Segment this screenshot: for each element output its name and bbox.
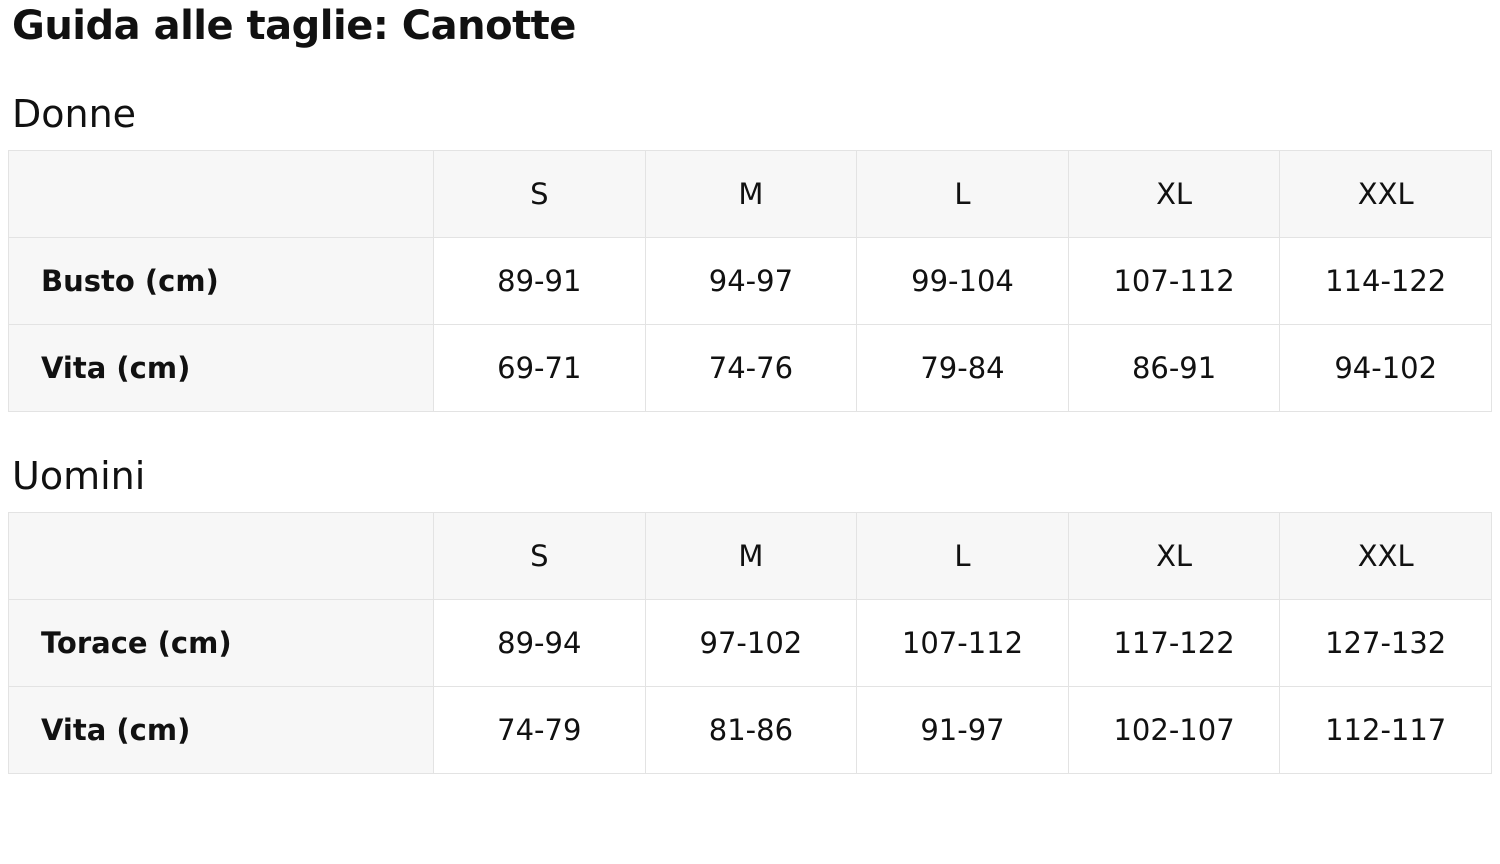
cell-torace-l: 107-112 [857,599,1069,686]
cell-vita-men-m: 81-86 [645,686,857,773]
cell-vita-men-xl: 102-107 [1068,686,1280,773]
column-header-m: M [645,512,857,599]
table-corner-cell [9,150,434,237]
cell-vita-men-xxl: 112-117 [1280,686,1492,773]
size-table-men-body [9,599,1492,773]
size-guide-page [0,2,1500,774]
cell-vita-women-s: 69-71 [434,324,646,411]
cell-torace-m: 97-102 [645,599,857,686]
cell-torace-s: 89-94 [434,599,646,686]
table-row [9,237,1492,324]
cell-torace-xxl: 127-132 [1280,599,1492,686]
section-heading-men: Uomini [12,453,146,498]
column-header-l: L [857,150,1069,237]
table-row [9,324,1492,411]
column-header-xl: XL [1068,150,1280,237]
row-label-busto: Busto (cm) [9,237,434,324]
size-table-men-header [9,512,1492,599]
cell-busto-l: 99-104 [857,237,1069,324]
size-table-women-header [9,150,1492,237]
cell-vita-men-s: 74-79 [434,686,646,773]
column-header-l: L [857,512,1069,599]
cell-vita-women-xl: 86-91 [1068,324,1280,411]
cell-torace-xl: 117-122 [1068,599,1280,686]
cell-vita-women-l: 79-84 [857,324,1069,411]
row-label-vita-men: Vita (cm) [9,686,434,773]
cell-vita-women-m: 74-76 [645,324,857,411]
column-header-m: M [645,150,857,237]
cell-busto-s: 89-91 [434,237,646,324]
row-label-torace: Torace (cm) [9,599,434,686]
table-row [9,686,1492,773]
cell-busto-xxl: 114-122 [1280,237,1492,324]
size-table-women-body [9,237,1492,411]
column-header-s: S [434,512,646,599]
column-header-xl: XL [1068,512,1280,599]
section-heading-women: Donne [12,92,137,136]
cell-vita-women-xxl: 94-102 [1280,324,1492,411]
column-header-xxl: XXL [1280,512,1492,599]
table-header-row [9,150,1492,237]
size-table-women [8,150,1492,412]
page-title: Guida alle taglie: Canotte [12,3,576,49]
table-header-row [9,512,1492,599]
cell-busto-xl: 107-112 [1068,237,1280,324]
table-row [9,599,1492,686]
size-table-men [8,512,1492,774]
row-label-vita-women: Vita (cm) [9,324,434,411]
column-header-s: S [434,150,646,237]
table-corner-cell [9,512,434,599]
column-header-xxl: XXL [1280,150,1492,237]
cell-vita-men-l: 91-97 [857,686,1069,773]
cell-busto-m: 94-97 [645,237,857,324]
